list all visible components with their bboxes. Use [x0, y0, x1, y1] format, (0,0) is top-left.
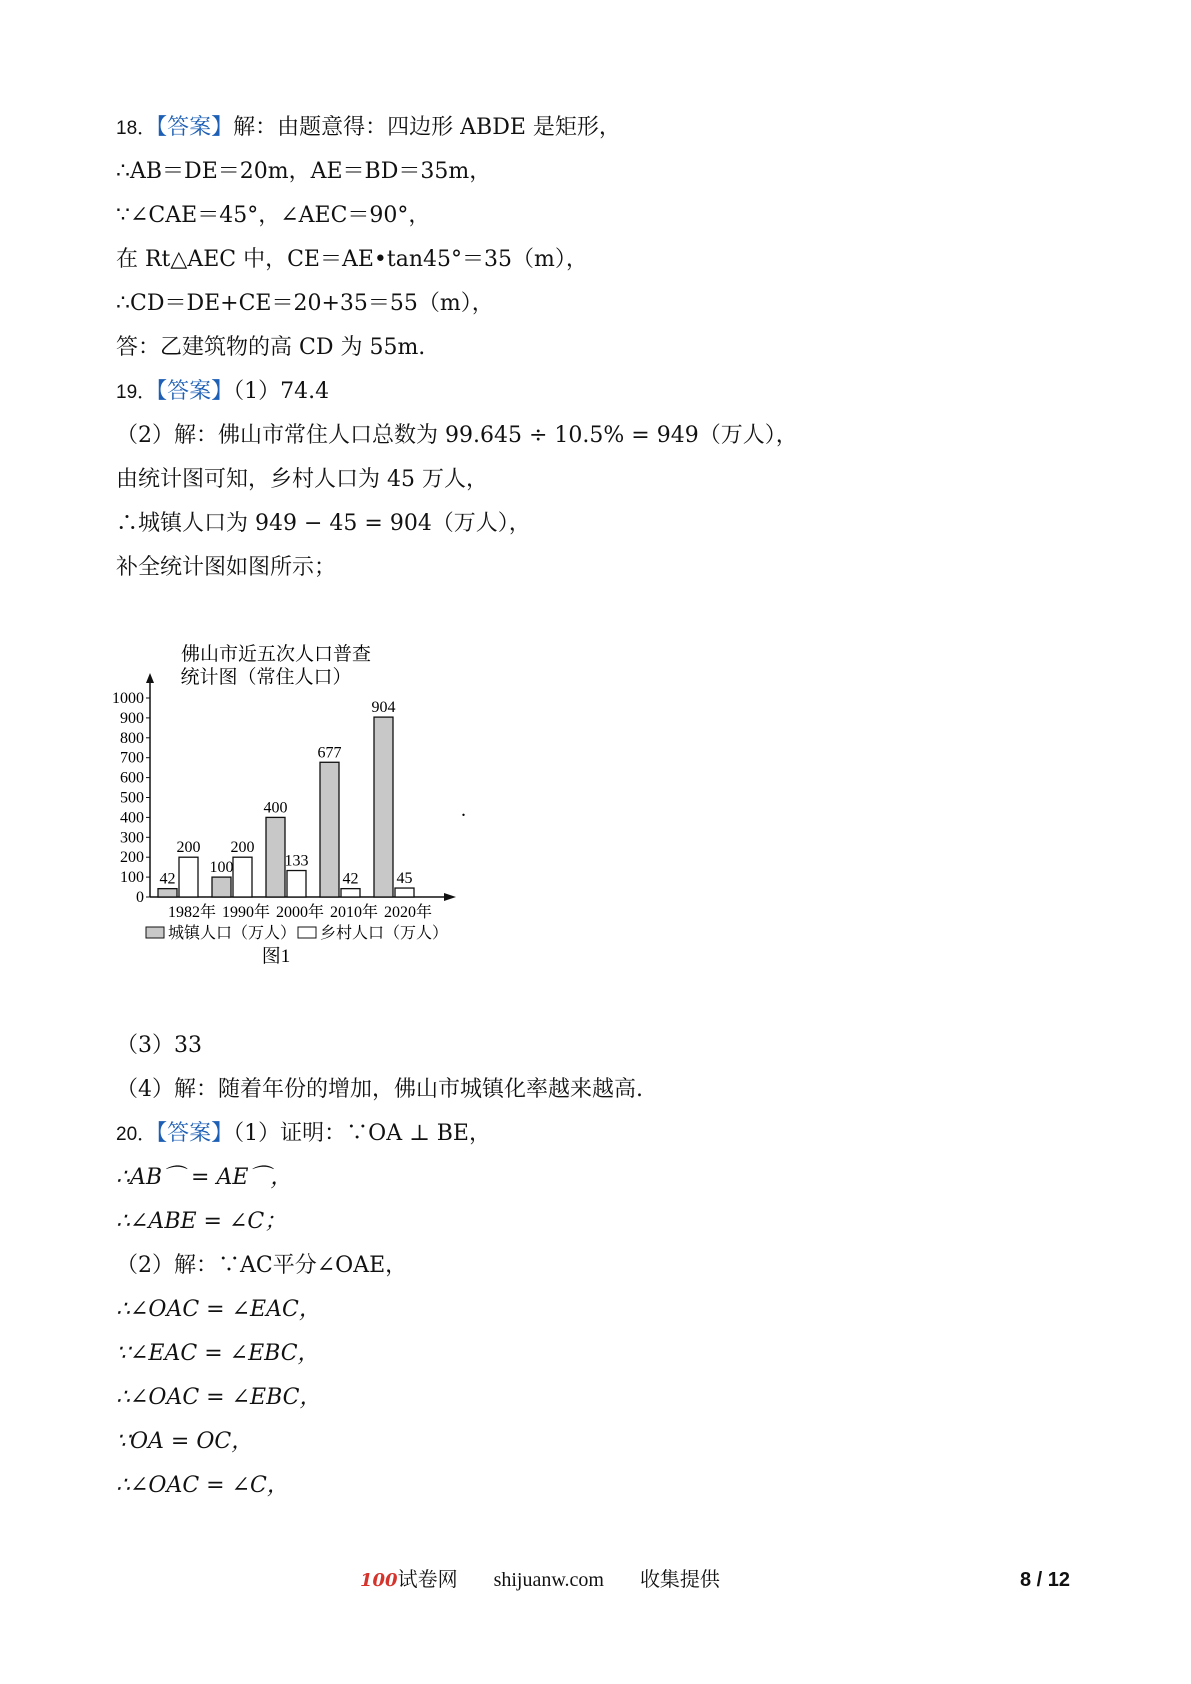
q18-line: ∴AB＝DE＝20m，AE＝BD＝35m， — [116, 159, 492, 184]
q19-line: 补全统计图如图所示； — [116, 555, 337, 580]
bar — [158, 889, 177, 897]
legend-swatch — [298, 927, 316, 938]
y-tick-label: 600 — [120, 769, 144, 787]
y-tick-label: 100 — [120, 869, 144, 887]
q19-line: （2）解：佛山市常住人口总数为 99.645 ÷ 10.5% = 949（万人）， — [116, 423, 798, 448]
bar-value-label: 200 — [176, 839, 201, 857]
site-logo: 100 — [360, 1570, 398, 1591]
population-bar-chart — [112, 640, 496, 1020]
bar — [287, 871, 306, 897]
answer-tag: 【答案】 — [156, 379, 234, 404]
q18-line: ∴CD＝DE+CE＝20+35＝55（m）， — [116, 291, 494, 316]
q19-part1: （1）74.4 — [233, 379, 330, 404]
bar — [395, 888, 414, 897]
y-tick-label: 1000 — [112, 690, 144, 707]
y-tick-label: 400 — [120, 809, 144, 827]
page-number: 8 / 12 — [1020, 1569, 1071, 1591]
bar — [266, 817, 285, 897]
y-tick-label: 900 — [120, 709, 144, 727]
q19-part3: （3）33 — [116, 1033, 202, 1058]
q18-line: 在 Rt△AEC 中，CE＝AE•tan45°＝35（m）， — [116, 247, 588, 272]
figure-caption: 图1 — [261, 946, 291, 967]
site-url[interactable]: shijuanw.com — [493, 1569, 604, 1591]
q20-line: ∴AB⌒ = AE⌒， — [116, 1165, 293, 1190]
q19-line: ∴城镇人口为 949 − 45 = 904（万人）， — [116, 511, 531, 536]
x-tick-label: 1990年 — [222, 904, 271, 921]
question-number: 20． — [116, 1124, 157, 1145]
bar-value-label: 42 — [159, 870, 176, 888]
q20-line: ∵OA = OC， — [116, 1429, 254, 1454]
bar — [374, 717, 393, 897]
bar — [320, 762, 339, 897]
bar — [179, 857, 198, 897]
question-number: 19． — [116, 382, 157, 403]
q18-line: ∵∠CAE＝45°，∠AEC＝90°， — [116, 203, 431, 228]
chart-subtitle: 统计图（常住人口） — [180, 667, 352, 688]
bar-value-label: 42 — [342, 870, 359, 888]
y-tick-label: 300 — [120, 829, 144, 847]
q20-line: ∴∠OAC = ∠C， — [116, 1473, 289, 1498]
y-tick-label: 800 — [120, 729, 144, 747]
q19-part4: （4）解：随着年份的增加，佛山市城镇化率越来越高. — [116, 1077, 643, 1102]
q20-header — [116, 1119, 491, 1150]
chart-title: 佛山市近五次人口普查 — [180, 644, 372, 665]
y-tick-label: 500 — [120, 789, 144, 807]
bar-value-label: 100 — [209, 859, 234, 877]
y-tick-label: 700 — [120, 749, 144, 767]
site-name: 试卷网 — [397, 1569, 458, 1591]
footer — [360, 1566, 720, 1595]
q18-line: 解：由题意得：四边形 ABDE 是矩形， — [233, 115, 621, 140]
legend-label: 乡村人口（万人） — [320, 925, 449, 942]
y-tick-label: 0 — [136, 889, 144, 906]
bar — [233, 857, 252, 897]
bar — [212, 877, 231, 897]
q20-line: ∴∠OAC = ∠EBC， — [116, 1385, 322, 1410]
answer-tag: 【答案】 — [156, 115, 234, 140]
x-axis-arrow — [444, 893, 456, 901]
legend-label: 城镇人口（万人） — [168, 925, 297, 942]
q20-line: （2）解：∵AC平分∠OAE， — [116, 1253, 408, 1278]
y-tick-label: 200 — [120, 849, 144, 867]
q20-line: ∴∠ABE = ∠C； — [116, 1209, 287, 1234]
q20-line: （1）证明：∵OA ⊥ BE， — [233, 1121, 491, 1146]
x-tick-label: 2010年 — [330, 904, 379, 921]
q19-line: 由统计图可知，乡村人口为 45 万人， — [116, 467, 488, 492]
q20-line: ∵∠EAC = ∠EBC， — [116, 1341, 320, 1366]
y-axis-arrow — [146, 673, 154, 683]
chart-svg — [112, 640, 496, 1020]
bar-value-label: 677 — [317, 744, 342, 762]
bar-value-label: 904 — [371, 699, 396, 717]
x-tick-label: 1982年 — [168, 904, 217, 921]
question-number: 18． — [116, 118, 157, 139]
legend-swatch — [146, 927, 164, 938]
bar-value-label: 133 — [284, 852, 309, 870]
q18-line: 答：乙建筑物的高 CD 为 55m. — [116, 335, 426, 360]
q18-header — [116, 113, 621, 144]
trailing-dot: . — [461, 799, 466, 821]
q19-header — [116, 377, 329, 408]
bar — [341, 889, 360, 897]
answer-tag: 【答案】 — [156, 1121, 234, 1146]
bar-value-label: 45 — [396, 870, 413, 888]
q20-line: ∴∠OAC = ∠EAC， — [116, 1297, 321, 1322]
provider-text: 收集提供 — [639, 1569, 720, 1591]
x-tick-label: 2000年 — [276, 904, 325, 921]
bar-value-label: 200 — [230, 839, 255, 857]
bar-value-label: 400 — [263, 799, 288, 817]
x-tick-label: 2020年 — [384, 904, 433, 921]
